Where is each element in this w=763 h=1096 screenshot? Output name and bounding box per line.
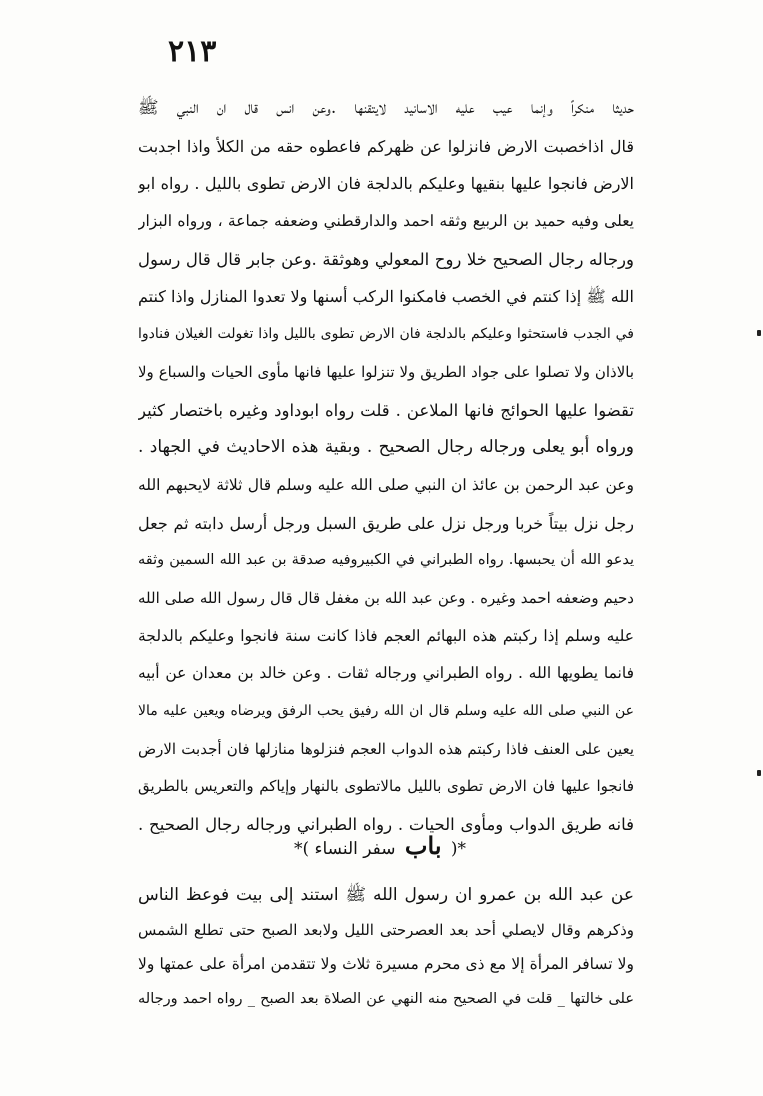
text-line: قال اذاخصبت الارض فانزلوا عن ظهركم فاعطوه حقه من الكلأ واذا اجدبت: [138, 136, 634, 156]
text-line: عليه وسلم إذا ركبتم هذه البهائم العجم فاذا كانت سنة فانجوا وعليكم بالدلجة: [138, 626, 634, 645]
text-line: عن النبي صلى الله عليه وسلم قال ان الله رفيق يحب الرفق ويرضاه ويعين عليه مالا: [138, 703, 634, 719]
text-line: الارض فانجوا عليها بنقيها وعليكم بالدلجة فان الارض تطوى بالليل . رواه ابو: [138, 174, 634, 194]
text-line: تقضوا عليها الحوائج فانها الملاعن . قلت رواه ابوداود وغيره باختصار كثير: [138, 400, 634, 420]
text-line: بالاذان ولا تصلوا على جواد الطريق ولا تنزلوا عليها فانها مأوى الحيات والسباع ولا: [138, 362, 634, 381]
text-line: يعلى وفيه حميد بن الربيع وثقه احمد والدارقطني وضعفه جماعة ، ورواه البزار: [138, 212, 634, 231]
page-number: ٢١٣: [168, 34, 217, 69]
text-line: حديثا منكراً وإنما عيب عليه الاسانيد لايتقنها .وعن انس قال ان النبي ﷺ: [138, 98, 634, 118]
section-heading: [280, 828, 480, 867]
text-line: ورواه أبو يعلى ورجاله رجال الصحيح . وبقية هذه الاحاديث في الجهاد .: [138, 437, 634, 458]
paragraph-women-travel: [138, 878, 634, 1016]
text-line: على خالتها _ قلت في الصحيح منه النهي عن الصلاة بعد الصبح _ رواه احمد ورجاله: [138, 990, 634, 1007]
text-line: ولا تسافر المرأة إلا مع ذى محرم مسيرة ثلاث ولا تتقدمن امرأة على عمتها ولا: [138, 955, 634, 973]
text-line: رجل نزل بيتاً خربا ورجل نزل على طريق السبل ورجل أرسل دابته ثم جعل: [138, 513, 634, 533]
text-line: يدعو الله أن يحبسها. رواه الطبراني في الكبيروفيه صدقة بن عبد الله السمين وثقه: [138, 552, 634, 569]
heading-close-bracket: )*: [293, 839, 310, 859]
text-line: يعين على العنف فاذا ركبتم هذه الدواب العجم فنزلوها منازلها فان أجدبت الارض: [138, 739, 634, 758]
text-line: فانما يطويها الله . رواه الطبراني ورجاله ثقات . وعن خالد بن معدان عن أبيه: [138, 664, 634, 683]
margin-ink-mark: [757, 770, 761, 776]
text-line: عن عبد الله بن عمرو ان رسول الله ﷺ استند إلى بيت فوعظ الناس: [138, 885, 634, 905]
text-line: ورجاله رجال الصحيح خلا روح المعولي وهوثقة .وعن جابر قال قال رسول: [138, 249, 634, 269]
text-line: فانجوا عليها فان الارض تطوى بالليل مالاتطوى بالنهار وإياكم والتعريس بالطريق: [138, 777, 634, 796]
text-line: دحيم وضعفه احمد وغيره . وعن عبد الله بن مغفل قال قال رسول الله صلى الله: [138, 588, 634, 607]
heading-open-bracket: *(: [450, 839, 467, 859]
heading-bab: باب: [404, 831, 442, 860]
margin-ink-mark: [757, 330, 761, 336]
text-line: الله ﷺ إذا كنتم في الخصب فامكنوا الركب أسنها ولا تعدوا المنازل واذا كنتم: [138, 287, 634, 307]
heading-title: سفر النساء: [314, 839, 396, 859]
text-line: وذكرهم وقال لايصلي أحد بعد العصرحتى الليل ولابعد الصبح حتى تطلع الشمس: [138, 920, 634, 939]
paragraph-hadith-travel: [138, 90, 634, 844]
text-line: وعن عبد الرحمن بن عائذ ان النبي صلى الله عليه وسلم قال ثلاثة لايحبهم الله: [138, 475, 634, 494]
text-line: فانه طريق الدواب ومأوى الحيات . رواه الطبراني ورجاله رجال الصحيح .: [138, 815, 634, 835]
text-line: في الجدب فاستحثوا وعليكم بالدلجة فان الارض تطوى بالليل واذا تغولت الغيلان فنادوا: [138, 326, 634, 343]
